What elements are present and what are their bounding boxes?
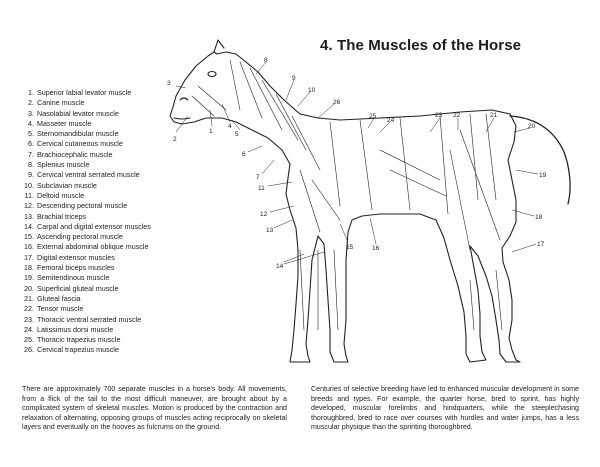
legend-item: 21. Gluteal fascia [24,293,81,303]
callout-1: 1 [209,128,213,135]
callout-26: 26 [333,99,341,106]
tail [510,116,570,204]
legend-item: 3. Nasolabial levator muscle [28,108,119,118]
legend-item: 22. Tensor muscle [24,304,84,314]
mouth [174,118,190,119]
callout-10: 10 [308,87,316,94]
callout-4: 4 [228,123,232,130]
legend-item: 12. Descending pectoral muscle [24,201,128,211]
legend-item: 11. Deltoid muscle [24,190,85,200]
nostril [180,98,188,100]
legend-item: 5. Sternomandibular muscle [28,129,119,139]
legend-item: 10. Subclavian muscle [24,180,97,190]
callout-3: 3 [167,80,171,87]
callout-6: 6 [242,151,246,158]
callout-16: 16 [372,245,380,252]
legend-item: 16. External abdominal oblique muscle [24,242,149,252]
callout-18: 18 [535,214,543,221]
legend-item: 13. Brachial triceps [24,211,87,221]
page-title: 4. The Muscles of the Horse [320,37,522,54]
callout-12: 12 [260,211,268,218]
legend-item: 18. Femoral biceps muscles [24,263,115,273]
legend-item: 6. Cervical cutaneous muscle [28,139,123,149]
intro-paragraph: There are approximately 700 separate muscles in a horse's body. All movements, from a flick of the tail to the most difficult maneuver, are brought about by a complicated system of skeletal muscles. Motion is produced by the contraction and relaxation of alternating, opposing groups of muscles acting reciprocally on skeletal layers and eventually on the hooves as fulcrums on the ground. [22,385,287,432]
callout-5: 5 [235,131,239,138]
callout-7: 7 [256,174,260,181]
legend-item: 8. Splenius muscle [28,160,90,170]
callout-14: 14 [276,263,284,270]
legend-item: 14. Carpal and digital extensor muscles [24,221,151,231]
legend-item: 24. Latissimus dorsi muscle [24,324,114,334]
callout-17: 17 [537,241,545,248]
legend-item: 7. Brachiocephalic muscle [28,149,113,159]
callout-21: 21 [490,112,498,119]
legend-item: 23. Thoracic ventral serrated muscle [24,314,142,324]
callout-20: 20 [528,123,536,130]
legend-item: 20. Superficial gluteal muscle [24,283,119,293]
callout-19: 19 [539,172,547,179]
legend-item: 1. Superior labial levator muscle [28,88,132,97]
legend-item: 26. Cervical trapezius muscle [24,345,119,355]
ear [214,40,224,52]
callout-11: 11 [258,185,265,192]
legend-item: 2. Canine muscle [28,98,85,108]
callout-25: 25 [369,113,377,120]
breeding-paragraph: Centuries of selective breeding have led to enhanced muscular development in some breeds and types. For example, the quarter horse, bred to sprint, has highly developed, muscular forelimbs and hindquarters, while the steeplechasing thoroughbred, bred to race over courses with hurdles and water jumps, has a less muscular physique than the sprinting thoroughbred. [311,385,579,432]
callout-24: 24 [387,117,395,124]
callout-23: 23 [435,112,443,119]
callout-22: 22 [453,112,461,119]
callout-15: 15 [346,244,354,251]
callout-13: 13 [266,227,274,234]
muscle-lines [192,60,502,330]
callout-8: 8 [264,57,268,64]
callout-9: 9 [292,75,296,82]
legend-item: 17. Digital extensor muscles [24,252,115,262]
legend-item: 25. Thoracic trapezius muscle [24,335,121,345]
legend-item: 15. Ascending pectoral muscle [24,232,123,242]
legend-item: 19. Semitendinous muscle [24,273,110,283]
legend-item: 9. Cervical ventral serrated muscle [28,170,140,180]
callout-2: 2 [173,136,177,143]
horse-outline [170,52,520,362]
legend-item: 4. Masseter muscle [28,118,92,128]
eye [208,72,216,77]
